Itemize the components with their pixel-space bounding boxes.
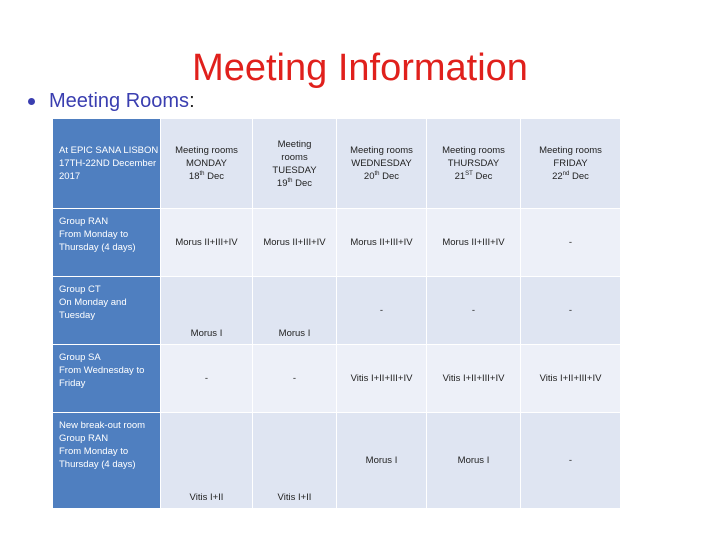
table-header-row [53, 119, 621, 209]
header-line: TUESDAY [272, 164, 317, 176]
header-line: Meeting rooms [175, 145, 238, 156]
header-line: Meeting rooms [350, 145, 413, 156]
header-line: Meeting [277, 138, 312, 150]
header-date: 22nd Dec [552, 170, 589, 182]
table-cell: Vitis I+II+III+IV [337, 345, 427, 413]
row-header-group-sa: Group SA From Wednesday to Friday [53, 345, 161, 413]
table-cell: - [161, 345, 253, 413]
row-header-breakout-room: New break-out room Group RAN From Monday to Thursday (4 days) [53, 413, 161, 509]
table-cell: - [427, 277, 521, 345]
table-row [53, 277, 621, 345]
page-title: Meeting Information [192, 47, 528, 89]
table-cell: Morus I [253, 277, 337, 345]
header-date: 21ST Dec [454, 170, 493, 182]
row-header-group-ct: Group CT On Monday and Tuesday [53, 277, 161, 345]
table-row [53, 209, 621, 277]
bullet-icon [28, 98, 35, 105]
corner-line: 2017 [59, 171, 81, 182]
meeting-rooms-table [52, 118, 621, 509]
table-cell: - [521, 277, 621, 345]
meeting-rooms-heading [28, 90, 195, 113]
header-date: 18th Dec [188, 170, 225, 182]
header-wednesday [337, 119, 427, 209]
header-line: rooms [281, 151, 308, 163]
table-cell: Vitis I+II+III+IV [427, 345, 521, 413]
table-cell: Vitis I+II [161, 413, 253, 509]
header-monday [161, 119, 253, 209]
table-cell: - [521, 413, 621, 509]
table-cell: Morus II+III+IV [161, 209, 253, 277]
table-cell: Vitis I+II+III+IV [521, 345, 621, 413]
header-tuesday [253, 119, 337, 209]
table-cell: Morus II+III+IV [337, 209, 427, 277]
table-cell: Morus II+III+IV [253, 209, 337, 277]
table-cell: Morus I [161, 277, 253, 345]
corner-line: At EPIC SANA LISBON [59, 145, 159, 156]
header-line: Meeting rooms [539, 145, 602, 156]
header-line: WEDNESDAY [351, 158, 412, 169]
header-line: MONDAY [186, 158, 227, 169]
corner-line: 17TH-22ND December [59, 158, 157, 169]
meeting-rooms-label: Meeting Rooms [49, 90, 190, 112]
header-line: THURSDAY [447, 158, 500, 169]
row-header-group-ran: Group RAN From Monday to Thursday (4 days) [53, 209, 161, 277]
header-friday [521, 119, 621, 209]
table-cell: Vitis I+II [253, 413, 337, 509]
table-cell: Morus II+III+IV [427, 209, 521, 277]
header-line: Meeting rooms [442, 145, 505, 156]
table-cell: - [337, 277, 427, 345]
header-thursday [427, 119, 521, 209]
header-date: 19th Dec [276, 177, 313, 189]
table-row [53, 413, 621, 509]
table-cell: Morus I [337, 413, 427, 509]
table-corner-cell [53, 119, 161, 209]
table-row [53, 345, 621, 413]
table-cell: - [253, 345, 337, 413]
meeting-rooms-colon: : [189, 90, 195, 112]
header-line: FRIDAY [553, 158, 588, 169]
header-date: 20th Dec [363, 170, 400, 182]
table-cell: Morus I [427, 413, 521, 509]
table-cell: - [521, 209, 621, 277]
